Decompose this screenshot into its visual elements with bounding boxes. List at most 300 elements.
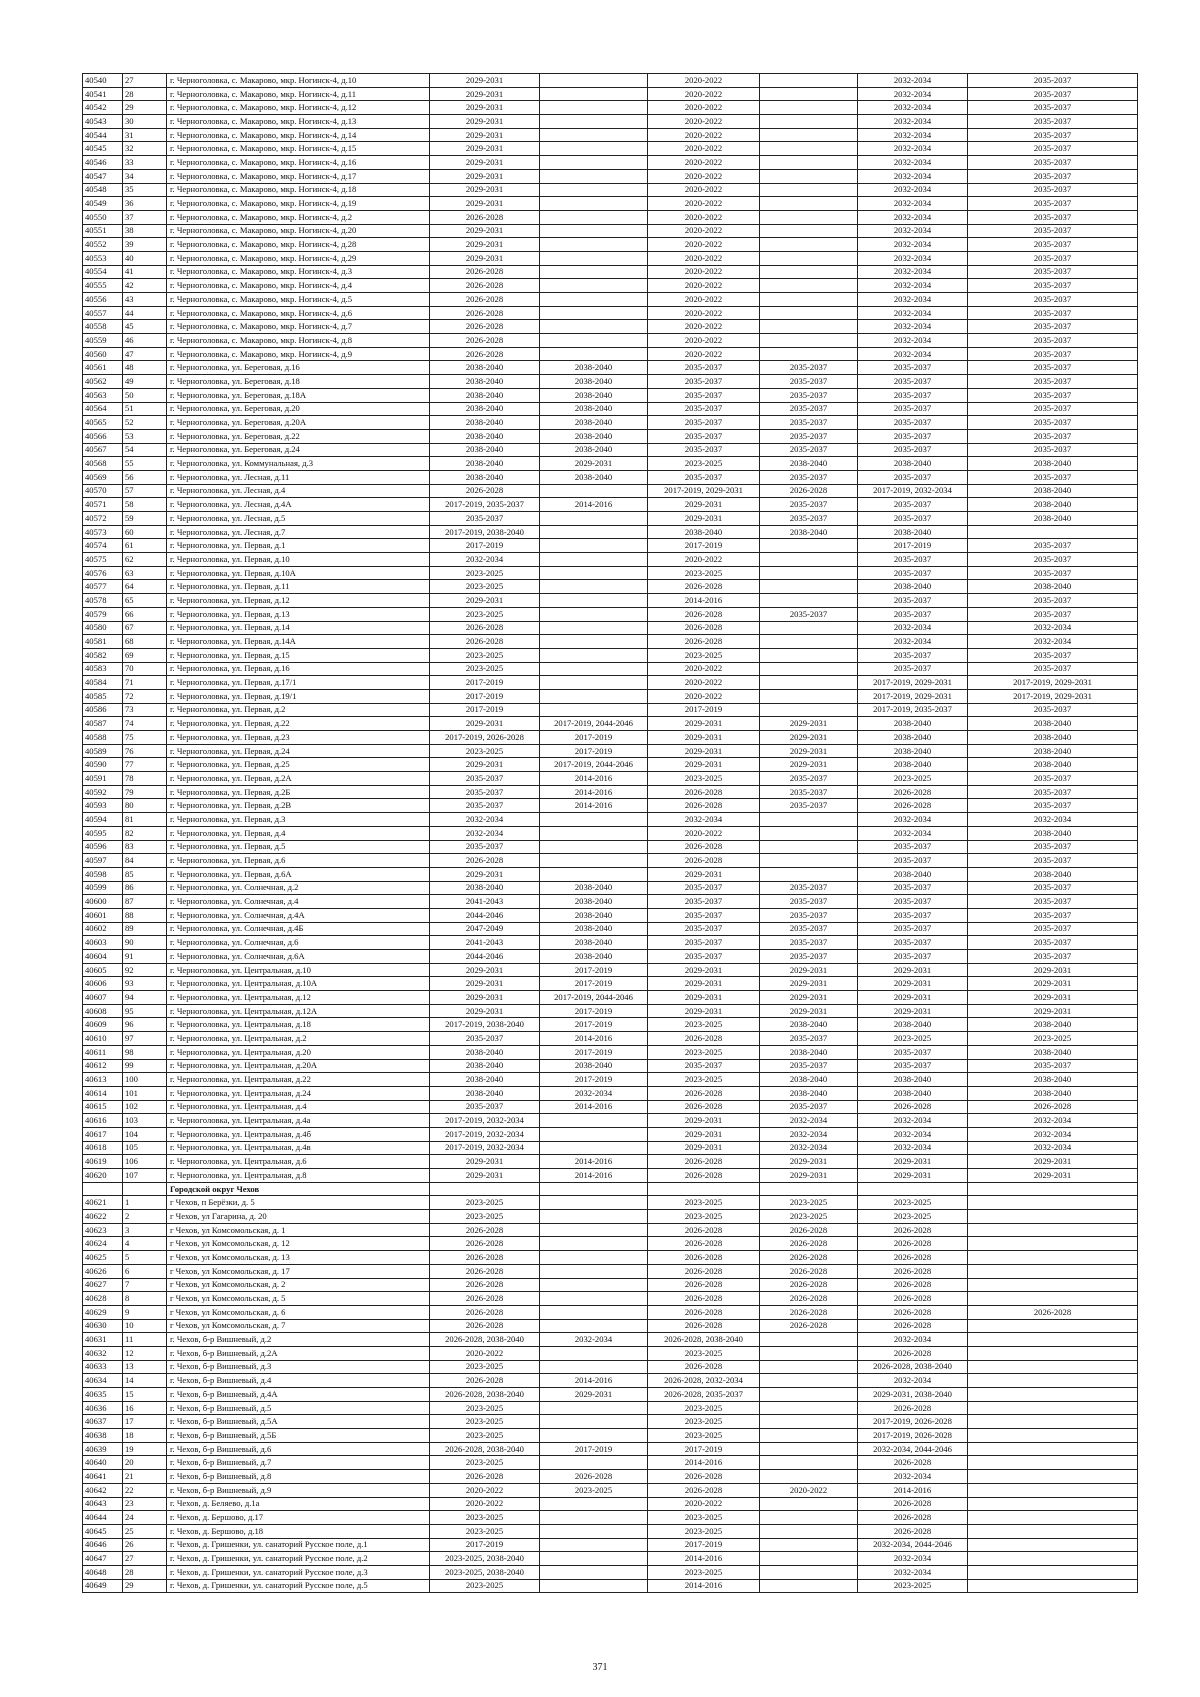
cell-address: г. Черноголовка, ул. Солнечная, д.4	[167, 895, 430, 909]
cell-period-6: 2026-2028	[968, 1305, 1138, 1319]
cell-address: г. Черноголовка, ул. Первая, д.2	[167, 703, 430, 717]
cell-period-4	[760, 306, 858, 320]
cell-period-1: 2023-2025, 2038-2040	[430, 1552, 540, 1566]
cell-record-id: 40550	[83, 210, 123, 224]
cell-period-3: 2026-2028	[648, 607, 760, 621]
cell-period-1: 2023-2025	[430, 1429, 540, 1443]
cell-period-6	[968, 1264, 1138, 1278]
cell-record-id: 40585	[83, 689, 123, 703]
cell-row-number: 56	[123, 470, 167, 484]
cell-address: г. Черноголовка, ул. Первая, д.10А	[167, 566, 430, 580]
cell-period-6: 2017-2019, 2029-2031	[968, 676, 1138, 690]
cell-period-5: 2026-2028	[858, 1278, 968, 1292]
cell-period-1: 2023-2025	[430, 1210, 540, 1224]
cell-period-4	[760, 1388, 858, 1402]
cell-period-1: 2026-2028	[430, 293, 540, 307]
cell-period-3: 2026-2028, 2035-2037	[648, 1388, 760, 1402]
cell-period-2	[540, 484, 648, 498]
cell-period-5: 2029-2031	[858, 1155, 968, 1169]
cell-period-1: 2035-2037	[430, 1100, 540, 1114]
cell-period-4: 2026-2028	[760, 1223, 858, 1237]
cell-record-id: 40638	[83, 1429, 123, 1443]
table-row	[83, 1319, 1138, 1333]
cell-address: г. Черноголовка, ул. Первая, д.6А	[167, 867, 430, 881]
table-row	[83, 594, 1138, 608]
cell-period-2	[540, 197, 648, 211]
cell-period-2	[540, 635, 648, 649]
cell-row-number: 89	[123, 922, 167, 936]
cell-period-4: 2035-2037	[760, 470, 858, 484]
cell-period-6	[968, 1470, 1138, 1484]
cell-record-id: 40636	[83, 1401, 123, 1415]
cell-period-5: 2035-2037	[858, 470, 968, 484]
cell-period-6: 2035-2037	[968, 293, 1138, 307]
cell-period-6: 2035-2037	[968, 306, 1138, 320]
cell-period-2	[540, 676, 648, 690]
cell-period-3: 2020-2022	[648, 115, 760, 129]
cell-period-3: 2026-2028	[648, 1032, 760, 1046]
table-row	[83, 731, 1138, 745]
cell-period-6: 2035-2037	[968, 402, 1138, 416]
cell-address: г. Черноголовка, с. Макарово, мкр. Ногинск-4, д.15	[167, 142, 430, 156]
cell-period-6	[968, 1237, 1138, 1251]
cell-address: г. Черноголовка, с. Макарово, мкр. Ногинск-4, д.2	[167, 210, 430, 224]
cell-period-4	[760, 1511, 858, 1525]
cell-row-number: 11	[123, 1333, 167, 1347]
cell-period-5: 2035-2037	[858, 375, 968, 389]
table-row	[83, 142, 1138, 156]
cell-address: г. Черноголовка, ул. Береговая, д.18А	[167, 388, 430, 402]
cell-row-number: 97	[123, 1032, 167, 1046]
cell-period-6: 2035-2037	[968, 553, 1138, 567]
cell-period-3: 2035-2037	[648, 443, 760, 457]
cell-period-6: 2032-2034	[968, 621, 1138, 635]
cell-period-1: 2026-2028	[430, 1292, 540, 1306]
cell-period-6: 2035-2037	[968, 279, 1138, 293]
cell-period-5: 2038-2040	[858, 457, 968, 471]
cell-address: г. Чехов, б-р Вишневый, д.6	[167, 1442, 430, 1456]
cell-row-number: 102	[123, 1100, 167, 1114]
cell-record-id: 40577	[83, 580, 123, 594]
cell-row-number: 32	[123, 142, 167, 156]
cell-address: г. Черноголовка, с. Макарово, мкр. Ногинск-4, д.9	[167, 347, 430, 361]
cell-address: г. Черноголовка, ул. Первая, д.14А	[167, 635, 430, 649]
table-row	[83, 1346, 1138, 1360]
cell-period-6	[968, 1360, 1138, 1374]
table-row	[83, 1086, 1138, 1100]
table-row	[83, 512, 1138, 526]
cell-row-number: 53	[123, 429, 167, 443]
cell-period-4: 2035-2037	[760, 512, 858, 526]
cell-row-number: 10	[123, 1319, 167, 1333]
cell-period-1: 2026-2028	[430, 279, 540, 293]
table-row	[83, 1524, 1138, 1538]
cell-period-5: 2032-2034	[858, 115, 968, 129]
cell-period-5: 2026-2028	[858, 1292, 968, 1306]
cell-address: г. Черноголовка, ул. Первая, д.24	[167, 744, 430, 758]
cell-period-2: 2038-2040	[540, 361, 648, 375]
cell-period-4	[760, 128, 858, 142]
cell-period-3: 2023-2025	[648, 1018, 760, 1032]
cell-address: г. Черноголовка, с. Макарово, мкр. Ногинск-4, д.13	[167, 115, 430, 129]
cell-record-id: 40606	[83, 977, 123, 991]
cell-period-2	[540, 128, 648, 142]
cell-period-3: 2026-2028, 2038-2040	[648, 1333, 760, 1347]
cell-period-6	[968, 1333, 1138, 1347]
cell-period-2: 2014-2016	[540, 1100, 648, 1114]
cell-row-number: 28	[123, 87, 167, 101]
table-row	[83, 251, 1138, 265]
cell-period-5: 2032-2034	[858, 74, 968, 88]
cell-period-2	[540, 293, 648, 307]
table-row	[83, 74, 1138, 88]
cell-period-5: 2029-2031, 2038-2040	[858, 1388, 968, 1402]
cell-period-3: 2029-2031	[648, 758, 760, 772]
cell-period-1: 2035-2037	[430, 512, 540, 526]
cell-address: г. Черноголовка, ул. Солнечная, д.4А	[167, 908, 430, 922]
table-row	[83, 895, 1138, 909]
cell-period-6	[968, 1524, 1138, 1538]
cell-period-1: 2026-2028	[430, 1278, 540, 1292]
cell-address: г. Черноголовка, ул. Первая, д.2А	[167, 772, 430, 786]
cell-period-1: 2029-2031	[430, 991, 540, 1005]
cell-record-id: 40547	[83, 169, 123, 183]
table-row	[83, 1483, 1138, 1497]
cell-period-1: 2023-2025	[430, 1415, 540, 1429]
cell-address: г. Чехов, б-р Вишневый, д.8	[167, 1470, 430, 1484]
cell-row-number: 14	[123, 1374, 167, 1388]
cell-row-number: 51	[123, 402, 167, 416]
cell-period-6: 2032-2034	[968, 813, 1138, 827]
cell-period-2: 2038-2040	[540, 895, 648, 909]
cell-row-number: 85	[123, 867, 167, 881]
cell-empty	[858, 1182, 968, 1196]
cell-period-5: 2017-2019, 2026-2028	[858, 1429, 968, 1443]
cell-row-number: 3	[123, 1223, 167, 1237]
cell-period-2	[540, 279, 648, 293]
cell-period-1: 2038-2040	[430, 1073, 540, 1087]
cell-record-id: 40634	[83, 1374, 123, 1388]
cell-period-2	[540, 1141, 648, 1155]
cell-period-2: 2032-2034	[540, 1333, 648, 1347]
cell-address: г Чехов, ул Комсомольская, д. 7	[167, 1319, 430, 1333]
cell-period-4: 2038-2040	[760, 525, 858, 539]
table-row	[83, 1237, 1138, 1251]
cell-period-5: 2035-2037	[858, 922, 968, 936]
cell-address: г. Черноголовка, ул. Первая, д.11	[167, 580, 430, 594]
cell-row-number: 23	[123, 1497, 167, 1511]
table-row	[83, 1456, 1138, 1470]
cell-period-2	[540, 1401, 648, 1415]
cell-period-3: 2020-2022	[648, 347, 760, 361]
cell-record-id: 40607	[83, 991, 123, 1005]
table-row	[83, 87, 1138, 101]
cell-address: г. Черноголовка, с. Макарово, мкр. Ногинск-4, д.16	[167, 156, 430, 170]
cell-period-6: 2038-2040	[968, 580, 1138, 594]
cell-period-4	[760, 840, 858, 854]
cell-record-id: 40567	[83, 443, 123, 457]
cell-period-4	[760, 334, 858, 348]
cell-address: г. Черноголовка, ул. Центральная, д.6	[167, 1155, 430, 1169]
cell-period-2	[540, 183, 648, 197]
cell-empty	[760, 1182, 858, 1196]
cell-period-5: 2014-2016	[858, 1483, 968, 1497]
cell-period-2	[540, 1305, 648, 1319]
cell-period-2: 2017-2019	[540, 1018, 648, 1032]
cell-row-number: 45	[123, 320, 167, 334]
cell-period-3: 2020-2022	[648, 676, 760, 690]
cell-period-2: 2014-2016	[540, 799, 648, 813]
cell-period-1: 2026-2028, 2038-2040	[430, 1442, 540, 1456]
cell-period-1: 2029-2031	[430, 717, 540, 731]
cell-period-3: 2035-2037	[648, 470, 760, 484]
cell-period-5: 2038-2040	[858, 1018, 968, 1032]
cell-period-4	[760, 74, 858, 88]
cell-period-3: 2020-2022	[648, 74, 760, 88]
cell-period-4: 2026-2028	[760, 1278, 858, 1292]
cell-address: г Чехов, ул Комсомольская, д. 5	[167, 1292, 430, 1306]
cell-period-1: 2035-2037	[430, 1032, 540, 1046]
cell-row-number: 25	[123, 1524, 167, 1538]
cell-period-4	[760, 553, 858, 567]
cell-period-3: 2026-2028, 2032-2034	[648, 1374, 760, 1388]
cell-record-id: 40555	[83, 279, 123, 293]
cell-period-2: 2014-2016	[540, 1155, 648, 1169]
cell-address: г Чехов, ул Комсомольская, д. 13	[167, 1251, 430, 1265]
table-row	[83, 813, 1138, 827]
cell-record-id: 40605	[83, 963, 123, 977]
table-row	[83, 238, 1138, 252]
cell-row-number: 81	[123, 813, 167, 827]
cell-row-number: 26	[123, 1538, 167, 1552]
cell-period-1: 2023-2025	[430, 648, 540, 662]
cell-period-4: 2035-2037	[760, 429, 858, 443]
cell-address: г. Черноголовка, с. Макарово, мкр. Ногинск-4, д.6	[167, 306, 430, 320]
cell-period-6: 2035-2037	[968, 772, 1138, 786]
cell-period-6: 2035-2037	[968, 197, 1138, 211]
cell-period-3: 2020-2022	[648, 183, 760, 197]
table-row	[83, 498, 1138, 512]
table-row	[83, 799, 1138, 813]
cell-record-id: 40640	[83, 1456, 123, 1470]
cell-address: г. Черноголовка, ул. Береговая, д.24	[167, 443, 430, 457]
cell-row-number: 104	[123, 1127, 167, 1141]
cell-row-number: 31	[123, 128, 167, 142]
cell-row-number: 60	[123, 525, 167, 539]
cell-period-5: 2017-2019, 2029-2031	[858, 676, 968, 690]
cell-address: г. Черноголовка, ул. Центральная, д.4	[167, 1100, 430, 1114]
cell-row-number: 39	[123, 238, 167, 252]
cell-address: г. Черноголовка, ул. Первая, д.1	[167, 539, 430, 553]
cell-period-1: 2017-2019, 2032-2034	[430, 1141, 540, 1155]
cell-row-number: 101	[123, 1086, 167, 1100]
cell-period-4	[760, 1470, 858, 1484]
cell-period-2	[540, 1524, 648, 1538]
table-row	[83, 1073, 1138, 1087]
cell-period-5: 2032-2034	[858, 224, 968, 238]
cell-period-2	[540, 826, 648, 840]
cell-record-id: 40552	[83, 238, 123, 252]
cell-period-6: 2032-2034	[968, 1127, 1138, 1141]
cell-period-6	[968, 1346, 1138, 1360]
cell-row-number: 66	[123, 607, 167, 621]
cell-period-6	[968, 1497, 1138, 1511]
cell-row-number: 59	[123, 512, 167, 526]
cell-period-2	[540, 1278, 648, 1292]
cell-period-4	[760, 1401, 858, 1415]
cell-address: г. Черноголовка, ул. Центральная, д.12А	[167, 1004, 430, 1018]
cell-period-1: 2026-2028	[430, 334, 540, 348]
cell-period-2	[540, 840, 648, 854]
cell-period-6: 2035-2037	[968, 895, 1138, 909]
cell-record-id: 40543	[83, 115, 123, 129]
cell-period-6: 2038-2040	[968, 867, 1138, 881]
cell-period-4	[760, 115, 858, 129]
cell-period-2	[540, 74, 648, 88]
table-row	[83, 1333, 1138, 1347]
cell-period-5: 2032-2034	[858, 347, 968, 361]
cell-record-id: 40610	[83, 1032, 123, 1046]
cell-record-id: 40600	[83, 895, 123, 909]
table-row	[83, 1292, 1138, 1306]
cell-period-1: 2026-2028	[430, 621, 540, 635]
cell-period-6	[968, 1429, 1138, 1443]
cell-period-6	[968, 1388, 1138, 1402]
cell-record-id: 40648	[83, 1565, 123, 1579]
cell-period-5: 2038-2040	[858, 717, 968, 731]
cell-period-3: 2035-2037	[648, 895, 760, 909]
cell-period-4: 2035-2037	[760, 881, 858, 895]
table-row	[83, 1374, 1138, 1388]
cell-row-number: 99	[123, 1059, 167, 1073]
cell-address: г. Черноголовка, ул. Солнечная, д.6	[167, 936, 430, 950]
cell-record-id: 40637	[83, 1415, 123, 1429]
cell-row-number: 21	[123, 1470, 167, 1484]
cell-period-5: 2035-2037	[858, 498, 968, 512]
cell-row-number: 15	[123, 1388, 167, 1402]
cell-period-2	[540, 1114, 648, 1128]
table-row	[83, 470, 1138, 484]
cell-period-5: 2035-2037	[858, 553, 968, 567]
cell-period-4: 2035-2037	[760, 375, 858, 389]
cell-period-1: 2035-2037	[430, 785, 540, 799]
cell-period-3: 2023-2025	[648, 566, 760, 580]
table-row	[83, 457, 1138, 471]
cell-row-number: 29	[123, 1579, 167, 1593]
cell-period-1: 2017-2019	[430, 676, 540, 690]
cell-period-1: 2038-2040	[430, 402, 540, 416]
table-row	[83, 1169, 1138, 1183]
cell-period-6: 2038-2040	[968, 1045, 1138, 1059]
cell-period-4: 2029-2031	[760, 744, 858, 758]
cell-address: г. Черноголовка, ул. Центральная, д.24	[167, 1086, 430, 1100]
cell-period-5: 2023-2025	[858, 772, 968, 786]
cell-period-4	[760, 293, 858, 307]
cell-period-5: 2032-2034, 2044-2046	[858, 1442, 968, 1456]
cell-address: г. Чехов, б-р Вишневый, д.4	[167, 1374, 430, 1388]
cell-period-6: 2029-2031	[968, 1169, 1138, 1183]
section-title: Городской округ Чехов	[167, 1182, 430, 1196]
cell-period-2: 2017-2019	[540, 1442, 648, 1456]
cell-period-5: 2023-2025	[858, 1032, 968, 1046]
cell-record-id: 40595	[83, 826, 123, 840]
cell-period-2: 2038-2040	[540, 908, 648, 922]
cell-period-3: 2029-2031	[648, 963, 760, 977]
cell-period-4: 2029-2031	[760, 1169, 858, 1183]
cell-row-number: 18	[123, 1429, 167, 1443]
cell-period-5: 2032-2034	[858, 813, 968, 827]
cell-period-6: 2035-2037	[968, 115, 1138, 129]
cell-period-4	[760, 621, 858, 635]
cell-period-1: 2017-2019, 2026-2028	[430, 731, 540, 745]
cell-period-1: 2038-2040	[430, 1045, 540, 1059]
cell-period-2	[540, 525, 648, 539]
cell-record-id: 40544	[83, 128, 123, 142]
cell-record-id: 40632	[83, 1346, 123, 1360]
cell-period-5: 2026-2028	[858, 1237, 968, 1251]
cell-row-number: 96	[123, 1018, 167, 1032]
cell-period-1: 2038-2040	[430, 470, 540, 484]
table-row	[83, 703, 1138, 717]
cell-period-1: 2026-2028	[430, 306, 540, 320]
cell-record-id: 40553	[83, 251, 123, 265]
table-row	[83, 388, 1138, 402]
cell-row-number: 77	[123, 758, 167, 772]
table-row	[83, 977, 1138, 991]
cell-address: г. Черноголовка, ул. Первая, д.14	[167, 621, 430, 635]
table-row	[83, 676, 1138, 690]
cell-record-id: 40620	[83, 1169, 123, 1183]
cell-period-5: 2029-2031	[858, 977, 968, 991]
cell-period-4	[760, 156, 858, 170]
cell-period-2	[540, 854, 648, 868]
cell-period-4	[760, 251, 858, 265]
table-row	[83, 1196, 1138, 1210]
cell-period-5: 2032-2034	[858, 265, 968, 279]
cell-address: г. Черноголовка, ул. Лесная, д.4	[167, 484, 430, 498]
cell-period-4: 2029-2031	[760, 991, 858, 1005]
table-row	[83, 484, 1138, 498]
cell-record-id: 40626	[83, 1264, 123, 1278]
cell-period-2	[540, 512, 648, 526]
table-row	[83, 1538, 1138, 1552]
cell-record-id: 40625	[83, 1251, 123, 1265]
cell-period-1: 2023-2025	[430, 1579, 540, 1593]
table-row	[83, 621, 1138, 635]
cell-period-2	[540, 703, 648, 717]
cell-period-4	[760, 566, 858, 580]
cell-period-4	[760, 689, 858, 703]
cell-row-number: 9	[123, 1305, 167, 1319]
cell-period-6: 2035-2037	[968, 539, 1138, 553]
cell-period-1: 2026-2028	[430, 1319, 540, 1333]
cell-row-number: 61	[123, 539, 167, 553]
cell-period-4: 2029-2031	[760, 731, 858, 745]
cell-record-id: 40609	[83, 1018, 123, 1032]
cell-period-3: 2029-2031	[648, 731, 760, 745]
cell-record-id: 40586	[83, 703, 123, 717]
cell-period-2: 2017-2019	[540, 1004, 648, 1018]
cell-period-2: 2026-2028	[540, 1470, 648, 1484]
cell-period-2: 2038-2040	[540, 950, 648, 964]
cell-period-1: 2023-2025	[430, 1401, 540, 1415]
cell-period-6: 2035-2037	[968, 470, 1138, 484]
cell-period-5: 2038-2040	[858, 758, 968, 772]
cell-period-2	[540, 347, 648, 361]
cell-period-4: 2035-2037	[760, 607, 858, 621]
cell-address: г Чехов, ул Гагарина, д. 20	[167, 1210, 430, 1224]
cell-period-3: 2023-2025	[648, 1045, 760, 1059]
